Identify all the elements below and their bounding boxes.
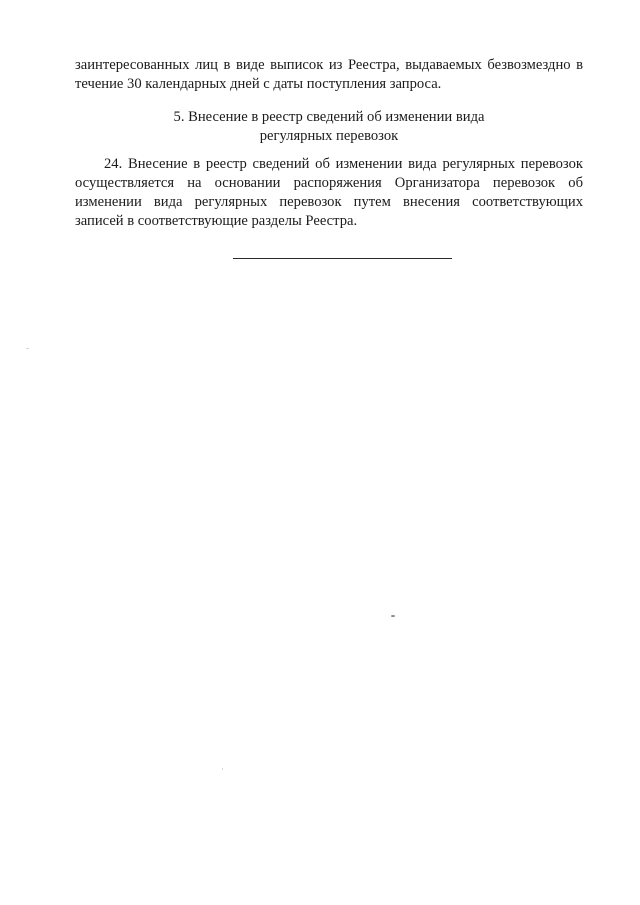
continuation-line-1: заинтересованных лиц в виде выписок из Реестра, выдаваемых безвозмездно в [75, 57, 583, 73]
section-heading-line-2: регулярных перевозок [259, 128, 399, 144]
section-5-heading [75, 108, 583, 146]
scan-speck [391, 615, 395, 617]
scan-speck [222, 768, 223, 770]
continuation-paragraph [75, 56, 583, 94]
paragraph-24: 24. Внесение в реестр сведений об изменении вида регулярных перевозок осуществляется на основании распоряжения Организатора перевозок об изменении вида регулярных перевозок путем внесения соответствующих записей в соответствующие разделы Реестра. [75, 156, 583, 229]
scan-speck [26, 348, 29, 349]
continuation-line-2: течение 30 календарных дней с даты поступления запроса. [75, 76, 442, 92]
section-heading-line-1: 5. Внесение в реестр сведений об изменении вида [173, 109, 485, 125]
end-of-text-rule [233, 258, 452, 259]
